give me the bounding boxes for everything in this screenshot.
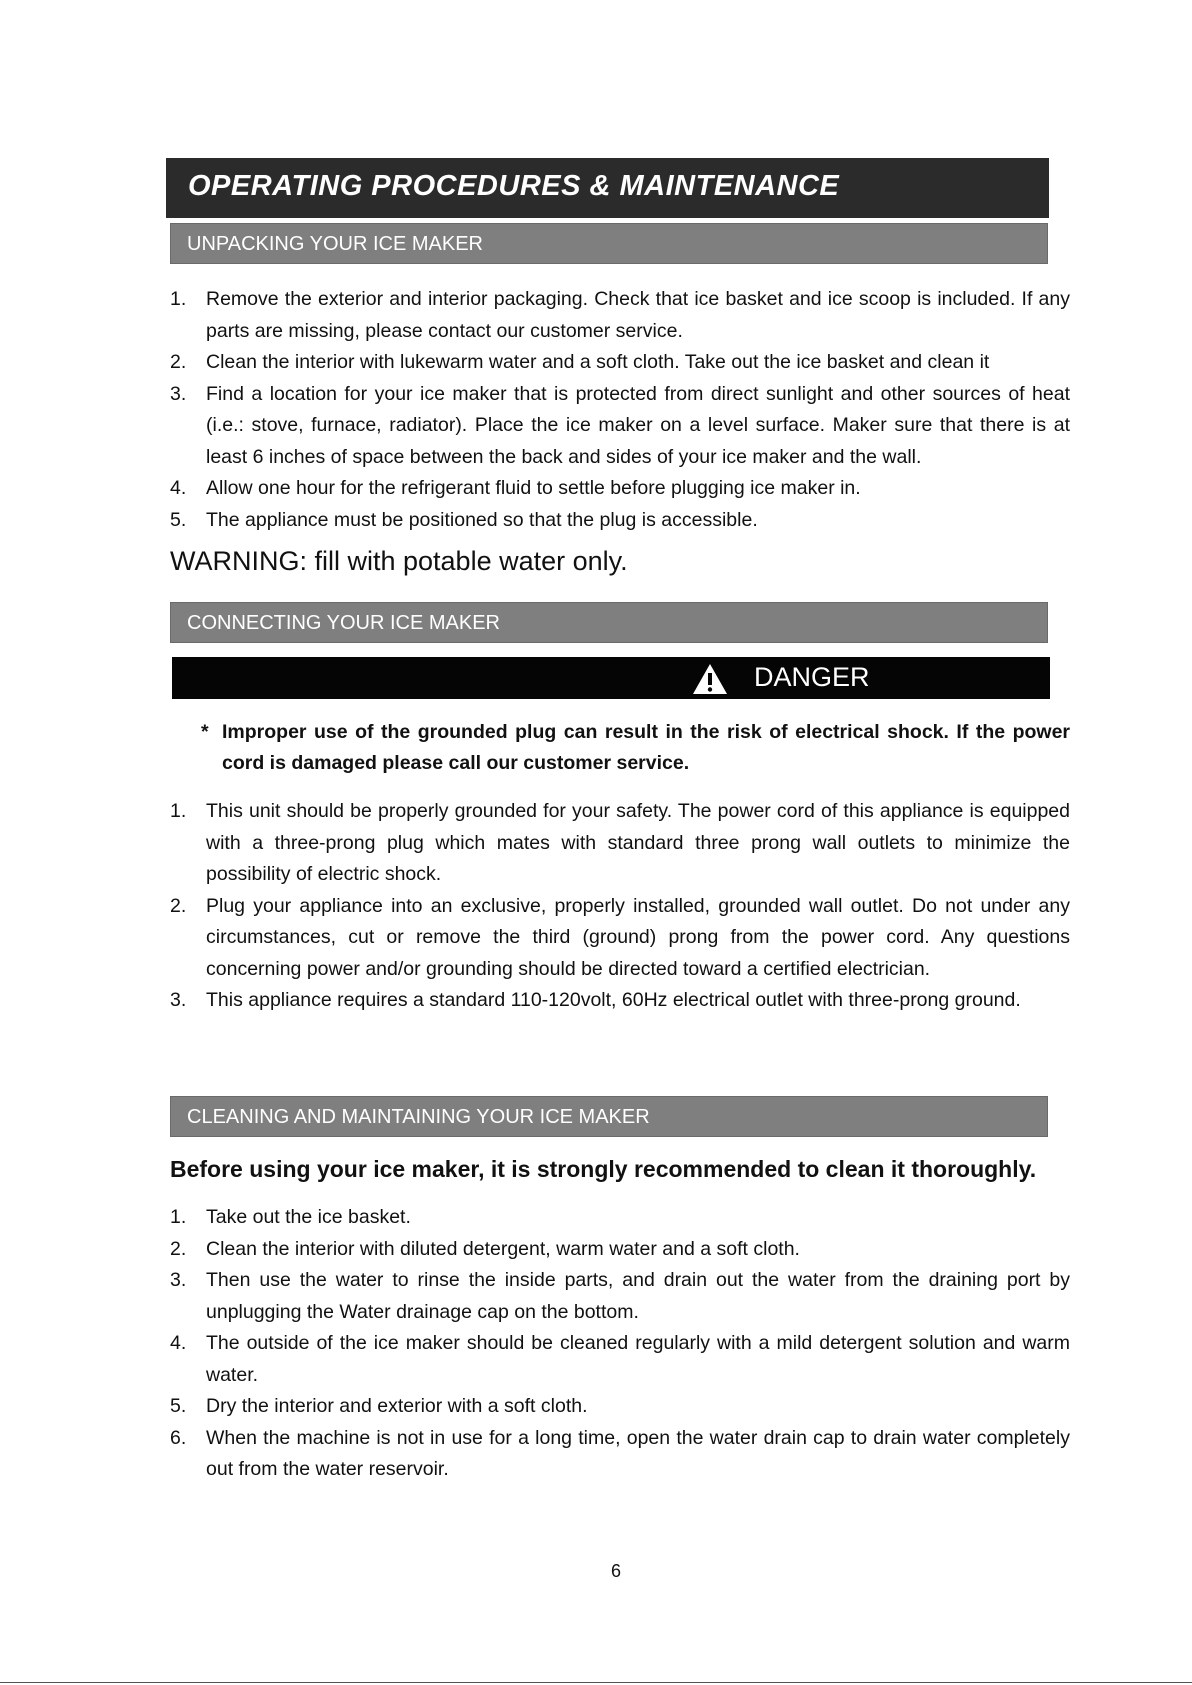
section-title: UNPACKING YOUR ICE MAKER bbox=[187, 233, 483, 255]
section-title: CONNECTING YOUR ICE MAKER bbox=[187, 612, 500, 634]
list-item: 3. This appliance requires a standard 110-120volt, 60Hz electrical outlet with three-prong ground. bbox=[170, 989, 1021, 1011]
list-item: 5. The appliance must be positioned so that the plug is accessible. bbox=[170, 508, 758, 531]
section-header-cleaning bbox=[170, 1096, 1048, 1137]
list-item: 2. Clean the interior with diluted detergent, warm water and a soft cloth. bbox=[170, 1237, 800, 1260]
cleaning-list bbox=[170, 1202, 1070, 1486]
connecting-list bbox=[170, 796, 1070, 1017]
footer-divider bbox=[0, 1682, 1192, 1683]
section-header-connecting bbox=[170, 602, 1048, 643]
page-number: 6 bbox=[611, 1561, 622, 1581]
list-item: 3. Then use the water to rinse the inside parts, and drain out the water from the draining port by unplugging the Water drainage cap on the bottom. bbox=[170, 1269, 1070, 1323]
list-item: 3. Find a location for your ice maker that is protected from direct sunlight and other sources of heat (i.e.: stove, furnace, radiator). Place the ice maker on a level surface. Maker sure that there is at least 6 inches of space between the back and sides of your ice maker and the wall. bbox=[170, 382, 1070, 468]
list-item: 4. Allow one hour for the refrigerant fluid to settle before plugging ice maker in. bbox=[170, 477, 861, 499]
list-item: 1. This unit should be properly grounded for your safety. The power cord of this appliance is equipped with a three-prong plug which mates with standard three prong wall outlets to minimize the possibility of electric shock. bbox=[170, 800, 1070, 885]
danger-banner bbox=[172, 657, 1050, 699]
list-item: 2. Plug your appliance into an exclusive, properly installed, grounded wall outlet. Do not under any circumstances, cut or remove the third (ground) prong from the power cord. Any questions concerning power and/or grounding should be directed toward a certified electrician. bbox=[170, 894, 1070, 980]
warning-triangle-icon bbox=[692, 663, 728, 700]
potable-water-warning: WARNING: fill with potable water only. bbox=[170, 546, 628, 576]
unpacking-list bbox=[170, 284, 1070, 536]
cleaning-intro: Before using your ice maker, it is strongly recommended to clean it thoroughly. bbox=[170, 1156, 1037, 1182]
section-title: CLEANING AND MAINTAINING YOUR ICE MAKER bbox=[187, 1106, 650, 1128]
list-item: 1. Take out the ice basket. bbox=[170, 1206, 411, 1228]
list-item: 5. Dry the interior and exterior with a soft cloth. bbox=[170, 1395, 588, 1417]
section-header-unpacking bbox=[170, 223, 1048, 264]
list-item: 2. Clean the interior with lukewarm water and a soft cloth. Take out the ice basket and clean it bbox=[170, 351, 990, 373]
list-item: 4. The outside of the ice maker should be cleaned regularly with a mild detergent solution and warm water. bbox=[170, 1332, 1070, 1386]
danger-note bbox=[201, 717, 1070, 779]
page-header bbox=[166, 158, 1049, 221]
asterisk: * bbox=[201, 721, 209, 743]
list-item: 1. Remove the exterior and interior packaging. Check that ice basket and ice scoop is included. If any parts are missing, please contact our customer service. bbox=[170, 288, 1070, 342]
list-item: 6. When the machine is not in use for a long time, open the water drain cap to drain water completely out from the water reservoir. bbox=[170, 1426, 1070, 1480]
page-title: OPERATING PROCEDURES & MAINTENANCE bbox=[188, 170, 840, 202]
danger-label: DANGER bbox=[754, 662, 870, 692]
danger-note-text: Improper use of the grounded plug can result in the risk of electrical shock. If the power cord is damaged please call our customer service. bbox=[222, 721, 1070, 774]
